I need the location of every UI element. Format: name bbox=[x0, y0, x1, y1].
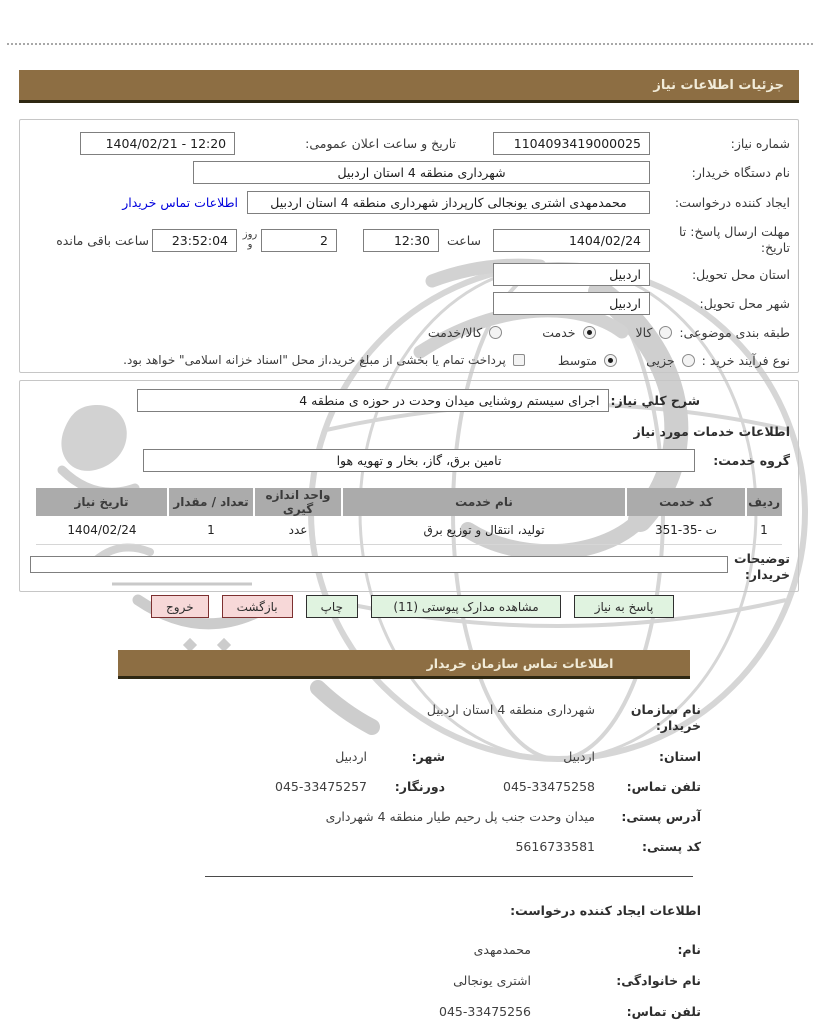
row-postal-code bbox=[129, 839, 701, 855]
services-table bbox=[36, 488, 782, 545]
city-label: شهر: bbox=[411, 748, 445, 764]
last-name-value: اشتری یونجالی bbox=[453, 972, 531, 988]
radio-service-label: خدمت bbox=[542, 325, 576, 341]
first-name-label: نام: bbox=[677, 941, 701, 957]
row-service-group bbox=[28, 449, 790, 472]
cell-need-date: 1404/02/24 bbox=[36, 516, 168, 545]
section-title-need-details: جزئیات اطلاعات نیاز bbox=[653, 77, 784, 93]
delivery-city-label: شهر محل تحویل: bbox=[699, 295, 790, 311]
radio-goods-service-label: کالا/خدمت bbox=[427, 325, 483, 341]
province-label: استان: bbox=[658, 748, 701, 764]
announce-datetime-input[interactable]: 1404/02/21 - 12:20 bbox=[80, 132, 235, 155]
buyer-notes-label: توضیحات خریدار: bbox=[734, 551, 790, 583]
radio-medium-label: متوسط bbox=[557, 352, 598, 368]
section-title-org-contact: اطلاعات تماس سازمان خریدار bbox=[426, 655, 614, 671]
need-number-input[interactable]: 1104093419000025 bbox=[493, 132, 650, 155]
creator-phone-value: 045-33475256 bbox=[439, 1003, 531, 1019]
cell-unit: عدد bbox=[254, 516, 342, 545]
row-delivery-province bbox=[28, 263, 790, 286]
fax-label: دورنگار: bbox=[394, 778, 445, 794]
announce-datetime-label: تاریخ و ساعت اعلان عمومی: bbox=[305, 135, 456, 151]
overall-desc-input[interactable]: اجرای سیستم روشنایی میدان وحدت در حوزه ی منطقه 4 bbox=[137, 389, 609, 412]
row-address bbox=[129, 809, 701, 825]
row-delivery-city bbox=[28, 292, 790, 315]
row-reply-deadline bbox=[28, 221, 790, 259]
request-creator-label: ایجاد کننده درخواست: bbox=[674, 194, 790, 210]
col-service-name: نام خدمت bbox=[342, 488, 626, 516]
radio-goods-label: کالا bbox=[635, 325, 653, 341]
treasury-docs-checkbox[interactable] bbox=[513, 354, 525, 366]
row-purchase-process bbox=[28, 353, 790, 369]
section-bar-need-details bbox=[19, 70, 799, 103]
row-buyer-org bbox=[28, 161, 790, 184]
radio-minor[interactable] bbox=[682, 354, 695, 367]
row-org-name bbox=[129, 702, 701, 735]
need-services-panel bbox=[19, 380, 799, 592]
address-value: میدان وحدت جنب پل رحیم طیار منطقه 4 شهرداری bbox=[325, 809, 595, 824]
deadline-hour-label: ساعت bbox=[446, 232, 481, 248]
buyer-org-input[interactable]: شهرداری منطقه 4 استان اردبیل bbox=[193, 161, 650, 184]
row-need-number bbox=[28, 132, 790, 155]
deadline-time-input[interactable]: 12:30 bbox=[363, 229, 439, 252]
deadline-remaining-label: ساعت باقی مانده bbox=[56, 232, 149, 248]
deadline-days-label: روز و bbox=[242, 228, 258, 250]
respond-button[interactable]: پاسخ به نیاز bbox=[574, 595, 674, 618]
service-group-label: گروه خدمت: bbox=[713, 453, 790, 468]
need-number-label: شماره نیاز: bbox=[730, 135, 790, 151]
delivery-province-label: استان محل تحویل: bbox=[691, 266, 790, 282]
back-button[interactable]: بازگشت bbox=[222, 595, 293, 618]
org-name-label: نام سازمان خریدار: bbox=[630, 702, 701, 734]
radio-goods-service[interactable] bbox=[489, 326, 502, 339]
row-last-name bbox=[129, 973, 701, 988]
services-heading: اطلاعات خدمات مورد نیاز bbox=[633, 424, 790, 439]
buyer-org-label: نام دستگاه خریدار: bbox=[691, 164, 790, 180]
first-name-value: محمدمهدی bbox=[473, 941, 531, 957]
col-unit: واحد اندازه گیری bbox=[254, 488, 342, 516]
table-row bbox=[36, 516, 782, 545]
org-phone-label: تلفن تماس: bbox=[626, 778, 701, 794]
row-phone-fax bbox=[129, 779, 701, 795]
address-label: آدرس پستی: bbox=[621, 809, 701, 824]
top-dotted-divider bbox=[7, 43, 813, 45]
row-first-name bbox=[129, 942, 701, 957]
overall-desc-label: شرح کلي نیاز: bbox=[610, 393, 700, 408]
reply-deadline-label: مهلت ارسال پاسخ: تا تاریخ: bbox=[679, 224, 790, 255]
org-contact-section bbox=[129, 690, 701, 1035]
row-overall-desc bbox=[28, 389, 700, 412]
view-attachments-button[interactable]: مشاهده مدارک پیوستی (11) bbox=[371, 595, 561, 618]
col-row-no: ردیف bbox=[746, 488, 782, 516]
col-qty: تعداد / مقدار bbox=[168, 488, 254, 516]
fax-value: 045-33475257 bbox=[275, 778, 367, 794]
radio-goods[interactable] bbox=[659, 326, 672, 339]
need-info-panel bbox=[19, 119, 799, 373]
exit-button[interactable]: خروج bbox=[151, 595, 209, 618]
action-buttons bbox=[19, 595, 819, 618]
org-phone-value: 045-33475258 bbox=[503, 778, 595, 794]
city-value: اردبیل bbox=[335, 748, 367, 764]
radio-minor-label: جزیی bbox=[646, 352, 675, 368]
cell-qty: 1 bbox=[168, 516, 254, 545]
row-province-city bbox=[129, 749, 701, 765]
creator-info-heading: اطلاعات ایجاد کننده درخواست: bbox=[510, 902, 701, 918]
last-name-label: نام خانوادگی: bbox=[616, 972, 701, 988]
org-name-value: شهرداری منطقه 4 استان اردبیل bbox=[426, 702, 595, 717]
deadline-remaining-input[interactable]: 23:52:04 bbox=[152, 229, 237, 252]
row-request-creator bbox=[28, 191, 790, 214]
col-need-date: تاریخ نیاز bbox=[36, 488, 168, 516]
section-divider bbox=[205, 876, 693, 877]
postal-code-value: 5616733581 bbox=[515, 839, 595, 855]
subject-classification-label: طبقه بندی موضوعی: bbox=[679, 325, 790, 340]
buyer-contact-link[interactable]: اطلاعات تماس خریدار bbox=[122, 195, 238, 210]
print-button[interactable]: چاپ bbox=[306, 595, 358, 618]
purchase-process-label: نوع فرآیند خرید : bbox=[701, 352, 790, 368]
radio-medium[interactable] bbox=[604, 354, 617, 367]
cell-row-no: 1 bbox=[746, 516, 782, 545]
radio-service[interactable] bbox=[583, 326, 596, 339]
row-creator-phone bbox=[129, 1004, 701, 1019]
request-creator-input[interactable]: محمدمهدی اشتری یونجالی کارپرداز شهرداری منطقه 4 استان اردبیل bbox=[247, 191, 650, 214]
delivery-city-input[interactable]: اردبیل bbox=[493, 292, 650, 315]
col-service-code: کد خدمت bbox=[626, 488, 746, 516]
deadline-days-input[interactable]: 2 bbox=[261, 229, 337, 252]
buyer-notes-input[interactable] bbox=[30, 556, 728, 573]
row-buyer-notes bbox=[28, 551, 790, 584]
postal-code-label: کد پستی: bbox=[641, 839, 701, 855]
deadline-date-input[interactable]: 1404/02/24 bbox=[493, 229, 650, 252]
province-value: اردبیل bbox=[563, 748, 595, 764]
delivery-province-input[interactable]: اردبیل bbox=[493, 263, 650, 286]
treasury-docs-label: پرداخت تمام یا بخشی از مبلغ خرید،از محل "اسناد خزانه اسلامی" خواهد بود. bbox=[123, 353, 506, 368]
cell-service-code: 351-35- ت bbox=[626, 516, 746, 545]
service-group-input[interactable]: تامین برق، گاز، بخار و تهویه هوا bbox=[143, 449, 695, 472]
creator-phone-label: تلفن تماس: bbox=[626, 1003, 701, 1019]
services-table-header-row bbox=[36, 488, 782, 516]
cell-service-name: تولید، انتقال و توزیع برق bbox=[342, 516, 626, 545]
row-subject-classification bbox=[28, 325, 790, 341]
section-bar-org-contact bbox=[118, 650, 690, 679]
